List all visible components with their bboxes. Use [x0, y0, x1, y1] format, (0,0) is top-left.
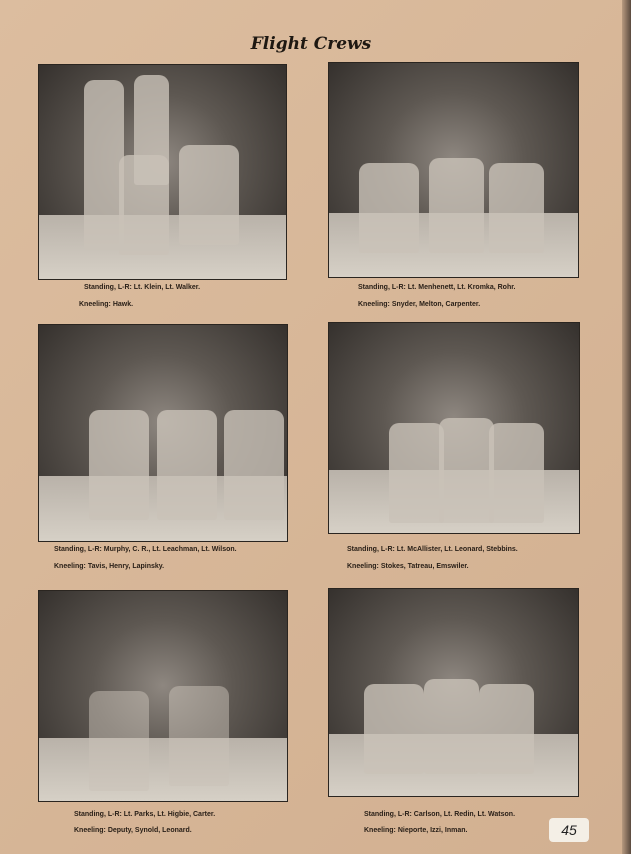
- crew-photo-2: [328, 62, 579, 278]
- caption-kneeling: Kneeling: Deputy, Synold, Leonard.: [74, 827, 192, 834]
- page-edge: [622, 0, 631, 854]
- crew-photo-4: [328, 322, 580, 534]
- caption-kneeling: Kneeling: Nieporte, Izzi, Inman.: [364, 827, 468, 834]
- caption-standing: Standing, L-R: Lt. Parks, Lt. Higbie, Carter.: [74, 811, 216, 818]
- caption-kneeling: Kneeling: Hawk.: [79, 301, 134, 308]
- caption-kneeling: Kneeling: Stokes, Tatreau, Emswiler.: [347, 563, 469, 570]
- caption-standing: Standing, L-R: Carlson, Lt. Redin, Lt. Watson.: [364, 811, 516, 818]
- crew-photo-1: [38, 64, 287, 280]
- page-number: 45: [549, 818, 589, 842]
- caption-kneeling: Kneeling: Snyder, Melton, Carpenter.: [358, 301, 481, 308]
- caption-standing: Standing, L-R: Lt. Klein, Lt. Walker.: [84, 284, 201, 291]
- caption-kneeling: Kneeling: Tavis, Henry, Lapinsky.: [54, 563, 165, 570]
- crew-photo-6: [328, 588, 579, 797]
- caption-standing: Standing, L-R: Lt. McAllister, Lt. Leonard, Stebbins.: [347, 546, 518, 553]
- caption-standing: Standing, L-R: Lt. Menhenett, Lt. Kromka, Rohr.: [358, 284, 516, 291]
- caption-standing: Standing, L-R: Murphy, C. R., Lt. Leachman, Lt. Wilson.: [54, 546, 237, 553]
- crew-photo-5: [38, 590, 288, 802]
- crew-photo-3: [38, 324, 288, 542]
- page-title: Flight Crews: [250, 34, 372, 54]
